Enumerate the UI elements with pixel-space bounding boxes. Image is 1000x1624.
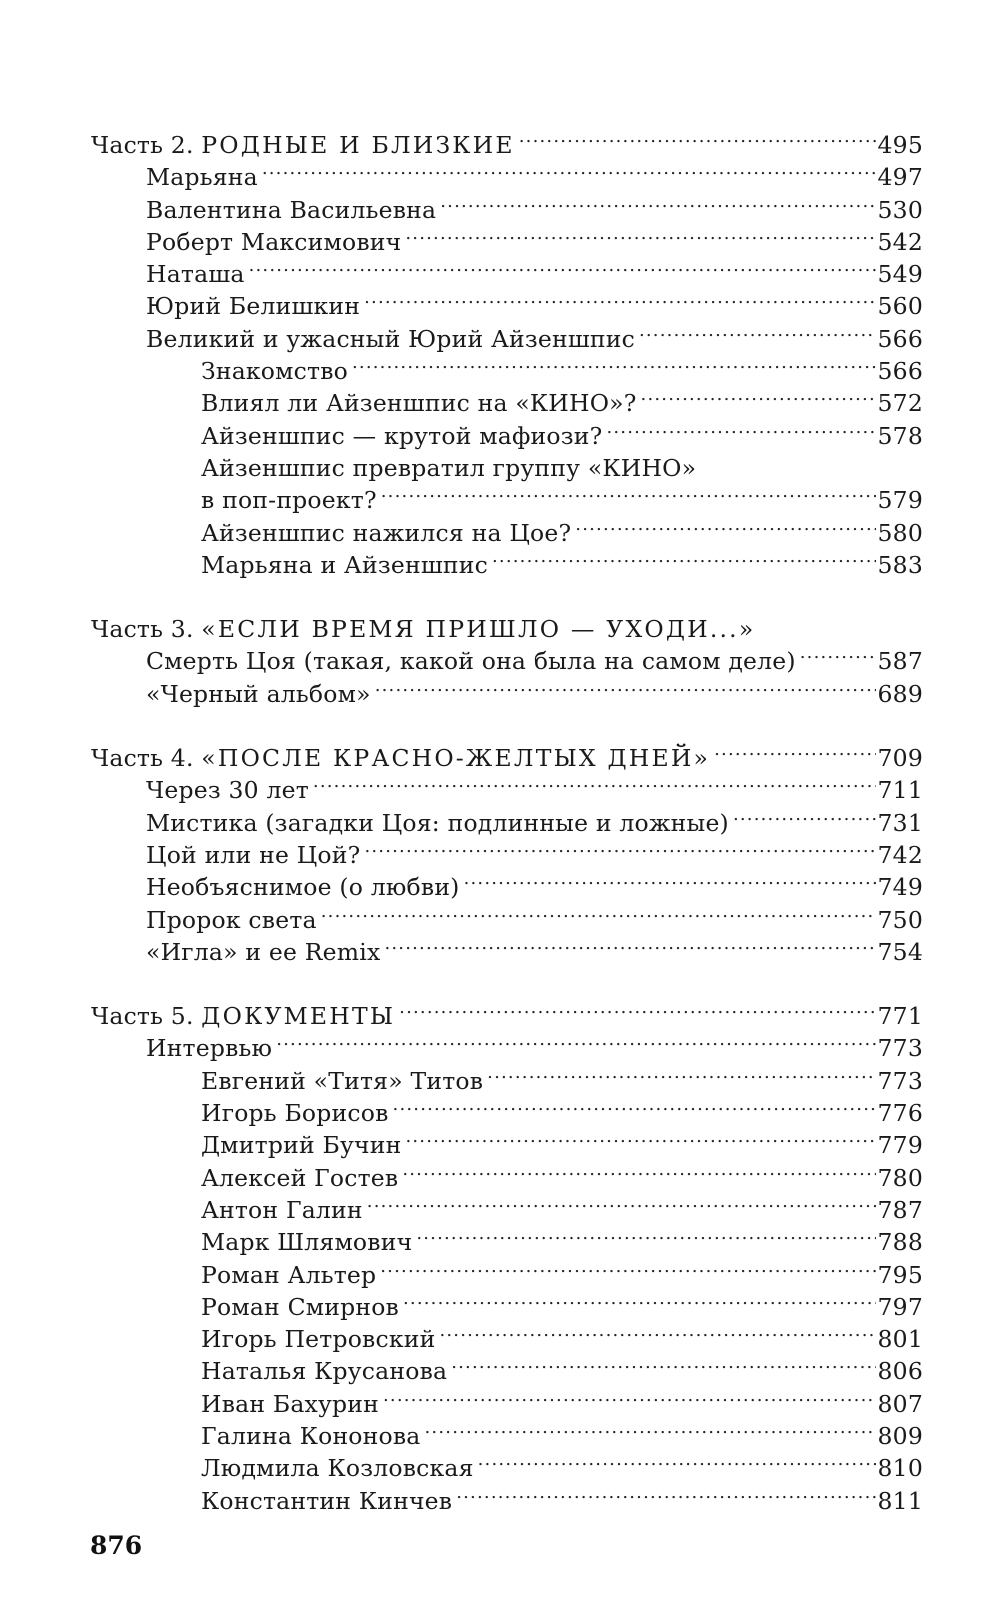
page-number: 572 [877,389,923,418]
dot-leader [714,734,875,766]
dot-leader [439,1315,875,1347]
page-number: 549 [877,260,923,289]
page-number: 560 [877,292,923,321]
entry-title: Айзеншпис нажился на Цое? [201,518,572,547]
page-number: 779 [877,1131,923,1160]
dot-leader [364,831,875,863]
dot-leader [405,1121,875,1153]
toc-section-part-4 [91,734,923,966]
toc-part-heading[interactable] [91,605,923,644]
page-number: 750 [877,905,923,934]
page-number: 580 [877,518,923,547]
entry-title: Интервью [146,1034,273,1063]
page-number: 587 [877,647,923,676]
page-number: 566 [877,357,923,386]
entry-title: Марьяна [146,163,258,192]
page-number: 780 [877,1163,923,1192]
dot-leader [393,1089,876,1121]
dot-leader [464,863,876,895]
dot-leader [383,1380,876,1412]
part-title: РОДНЫЕ И БЛИЗКИЕ [201,131,515,159]
page-number: 795 [877,1260,923,1289]
toc-section-part-3 [91,605,923,708]
entry-title: Айзеншпис превратил группу «КИНО» [201,453,697,482]
dot-leader [399,992,875,1024]
page-number: 578 [877,421,923,450]
entry-title: «Черный альбом» [146,679,371,708]
entry-title: Дмитрий Бучин [201,1131,402,1160]
dot-leader [405,218,875,250]
dot-leader [478,1444,876,1476]
entry-title: Иван Бахурин [201,1389,379,1418]
part-prefix: Часть 2. [91,131,194,159]
page-number: 742 [877,840,923,869]
dot-leader [262,153,876,185]
page-number: 811 [877,1486,923,1515]
page-number: 810 [877,1454,923,1483]
entry-title: Юрий Белишкин [146,292,361,321]
page-number: 711 [877,776,923,805]
page-number: 773 [877,1066,923,1095]
dot-leader [800,637,876,669]
page-number: 530 [877,195,923,224]
page-folio-number: 876 [90,1531,143,1560]
dot-leader [367,1186,876,1218]
dot-leader [451,1347,875,1379]
dot-leader [425,1412,876,1444]
dot-leader [641,379,876,411]
page-number: 806 [877,1357,923,1386]
entry-title: Пророк света [146,905,317,934]
dot-leader [492,541,876,573]
dot-leader [519,121,876,153]
entry-title: Евгений «Титя» Титов [201,1066,484,1095]
page-number: 731 [877,808,923,837]
page-number: 497 [877,163,923,192]
entry-title: Антон Галин [201,1195,363,1224]
page-number: 583 [877,550,923,579]
entry-title: Валентина Васильевна [146,195,437,224]
entry-title: Алексей Гостев [201,1163,399,1192]
page-number: 776 [877,1099,923,1128]
dot-leader [606,412,875,444]
page-number: 542 [877,227,923,256]
dot-leader [440,186,875,218]
entry-title: Константин Кинчев [201,1486,453,1515]
page-number: 689 [877,679,923,708]
dot-leader [487,1057,875,1089]
entry-title: Наталья Крусанова [201,1357,448,1386]
page-number: 787 [877,1195,923,1224]
toc-section-part-5 [91,992,923,1515]
entry-title: Роберт Максимович [146,227,402,256]
dot-leader [456,1477,875,1509]
dot-leader [276,1024,875,1056]
entry-title: Знакомство [201,357,348,386]
part-prefix: Часть 5. [91,1002,194,1031]
part-title: «ЕСЛИ ВРЕМЯ ПРИШЛО — УХОДИ...» [201,615,756,644]
dot-leader [352,347,876,379]
entry-title: Смерть Цоя (такая, какой она была на самом деле) [146,647,796,676]
toc-part-heading[interactable] [91,734,923,773]
page-number: 773 [877,1034,923,1063]
page-number: 801 [877,1325,923,1354]
page-number: 807 [877,1389,923,1418]
dot-leader [575,509,875,541]
entry-title: «Игла» и ее Remix [146,937,381,966]
entry-title: Игорь Борисов [201,1099,389,1128]
page-number: 788 [877,1228,923,1257]
table-of-contents [91,121,923,1515]
entry-title: Игорь Петровский [201,1325,436,1354]
entry-title: Галина Кононова [201,1421,421,1450]
entry-title: Марьяна и Айзеншпис [201,550,488,579]
page-number: 771 [877,1002,923,1031]
dot-leader [381,476,876,508]
part-prefix: Часть 4. [91,744,194,773]
dot-leader [416,1218,875,1250]
page-number: 495 [877,131,923,159]
dot-leader [313,766,876,798]
entry-title: Наташа [146,260,245,289]
dot-leader [375,670,876,702]
entry-title: Марк Шлямович [201,1228,413,1257]
entry-title: Роман Смирнов [201,1292,399,1321]
part-title: «ПОСЛЕ КРАСНО-ЖЕЛТЫХ ДНЕЙ» [201,744,711,773]
page-number: 754 [877,937,923,966]
page-number: 809 [877,1421,923,1450]
entry-title: Необъяснимое (о любви) [146,873,460,902]
dot-leader [364,282,875,314]
entry-title: Людмила Козловская [201,1454,474,1483]
entry-title: Через 30 лет [146,776,309,805]
entry-title: Мистика (загадки Цоя: подлинные и ложные) [146,808,729,837]
entry-title-continued: в поп-проект? [201,486,377,515]
entry-title: Великий и ужасный Юрий Айзеншпис [146,324,635,353]
page-number: 749 [877,873,923,902]
page-number: 579 [877,486,923,515]
entry-title: Айзеншпис — крутой мафиози? [201,421,603,450]
toc-part-heading[interactable] [91,121,923,159]
toc-part-heading[interactable] [91,992,923,1031]
page-number: 566 [877,324,923,353]
dot-leader [403,1283,876,1315]
entry-title: Цой или не Цой? [146,840,361,869]
dot-leader [249,250,876,282]
entry-title: Влиял ли Айзеншпис на «КИНО»? [201,389,637,418]
dot-leader [402,1154,875,1186]
part-prefix: Часть 3. [91,615,194,644]
dot-leader [380,1251,875,1283]
dot-leader [639,315,876,347]
entry-title: Роман Альтер [201,1260,377,1289]
page-number: 709 [877,744,923,773]
part-title: ДОКУМЕНТЫ [201,1002,396,1031]
dot-leader [321,896,876,928]
dot-leader [733,799,876,831]
toc-section-part-2 [91,121,923,579]
dot-leader [384,928,875,960]
page-number: 797 [877,1292,923,1321]
